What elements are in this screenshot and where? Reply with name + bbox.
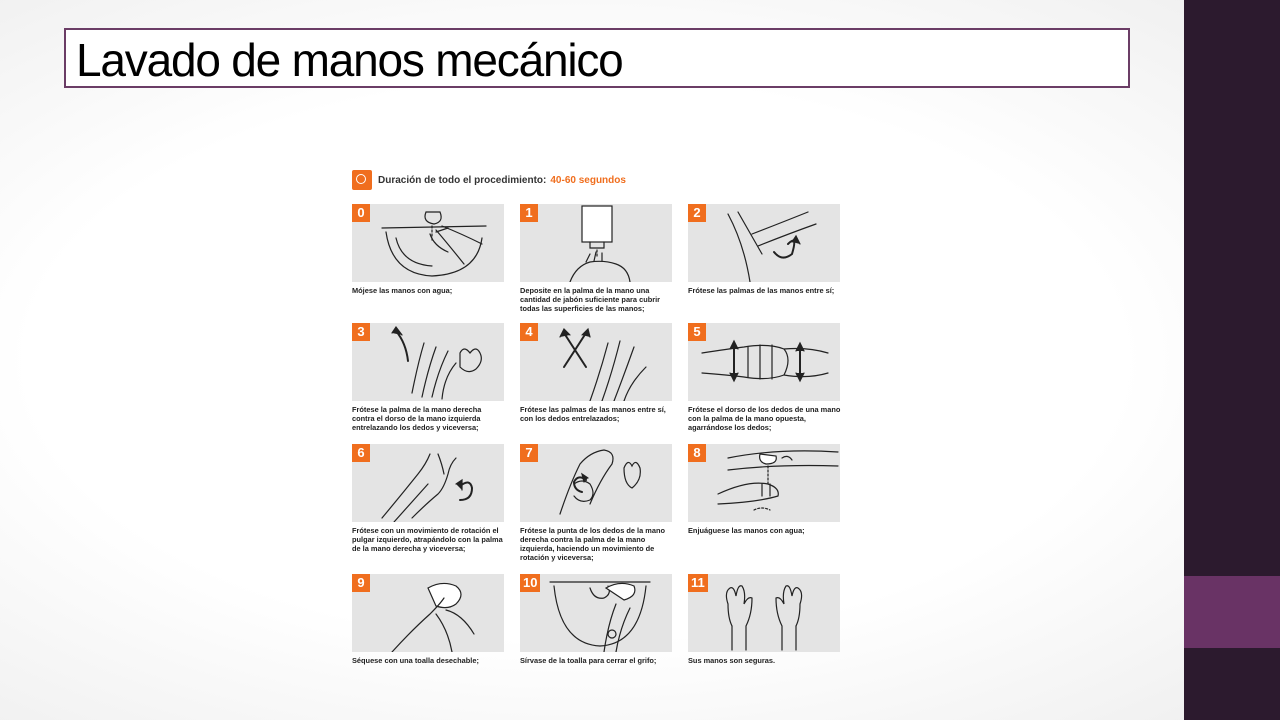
soap-dispenser-icon (520, 204, 672, 282)
safe-hands-icon (688, 574, 840, 652)
slide-sidebar-accent (1184, 576, 1280, 648)
step-panel (520, 323, 672, 401)
step-number: 1 (520, 204, 538, 222)
step-panel (352, 323, 504, 401)
step-caption: Frótese las palmas de las manos entre sí; (688, 286, 835, 295)
step-caption: Deposite en la palma de la mano una cantidad de jabón suficiente para cubrir todas las superficies de las manos; (520, 286, 661, 313)
step-number: 8 (688, 444, 706, 462)
step-number: 2 (688, 204, 706, 222)
step-number: 6 (352, 444, 370, 462)
step-caption: Mójese las manos con agua; (352, 286, 453, 295)
duration-value: 40-60 segundos (550, 174, 626, 186)
duration-row (352, 170, 626, 190)
step-panel (352, 574, 504, 652)
rub-palms-icon (688, 204, 840, 282)
step-number: 7 (520, 444, 538, 462)
slide-title: Lavado de manos mecánico (76, 34, 623, 86)
step-caption: Sírvase de la toalla para cerrar el grifo; (520, 656, 657, 665)
step-panel (520, 204, 672, 282)
step-caption: Frótese el dorso de los dedos de una mano con la palma de la mano opuesta, agarrándose los dedos; (688, 405, 841, 432)
handwashing-poster (352, 166, 842, 676)
step-number: 5 (688, 323, 706, 341)
duration-label: Duración de todo el procedimiento: (378, 174, 547, 186)
step-caption: Frótese la palma de la mano derecha contra el dorso de la mano izquierda entrelazando los dedos y viceversa; (352, 405, 482, 432)
step-caption: Frótese las palmas de las manos entre sí, con los dedos entrelazados; (520, 405, 666, 423)
dry-towel-icon (352, 574, 504, 652)
clock-icon (352, 170, 372, 190)
thumb-rotation-icon (352, 444, 504, 522)
step-panel (352, 444, 504, 522)
step-number: 3 (352, 323, 370, 341)
palm-over-back-icon (352, 323, 504, 401)
step-caption: Enjuáguese las manos con agua; (688, 526, 805, 535)
step-caption: Frótese con un movimiento de rotación el pulgar izquierdo, atrapándolo con la palma de la mano derecha y viceversa; (352, 526, 503, 553)
towel-faucet-icon (520, 574, 672, 652)
title-box (64, 28, 1130, 88)
wet-hands-sink-icon (352, 204, 504, 282)
step-caption: Frótese la punta de los dedos de la mano derecha contra la palma de la mano izquierda, haciendo un movimiento de rotación y viceversa; (520, 526, 665, 562)
step-number: 0 (352, 204, 370, 222)
interlocked-fingers-icon (688, 323, 840, 401)
step-number: 11 (688, 574, 708, 592)
step-caption: Séquese con una toalla desechable; (352, 656, 479, 665)
step-number: 9 (352, 574, 370, 592)
step-caption: Sus manos son seguras. (688, 656, 776, 665)
step-number: 10 (520, 574, 540, 592)
step-panel (520, 574, 672, 652)
step-panel (688, 574, 840, 652)
step-panel (688, 444, 840, 522)
step-panel (352, 204, 504, 282)
step-panel (688, 323, 840, 401)
interlaced-fingers-icon (520, 323, 672, 401)
fingertips-rotation-icon (520, 444, 672, 522)
rinse-hands-icon (688, 444, 840, 522)
step-panel (688, 204, 840, 282)
step-panel (520, 444, 672, 522)
step-number: 4 (520, 323, 538, 341)
